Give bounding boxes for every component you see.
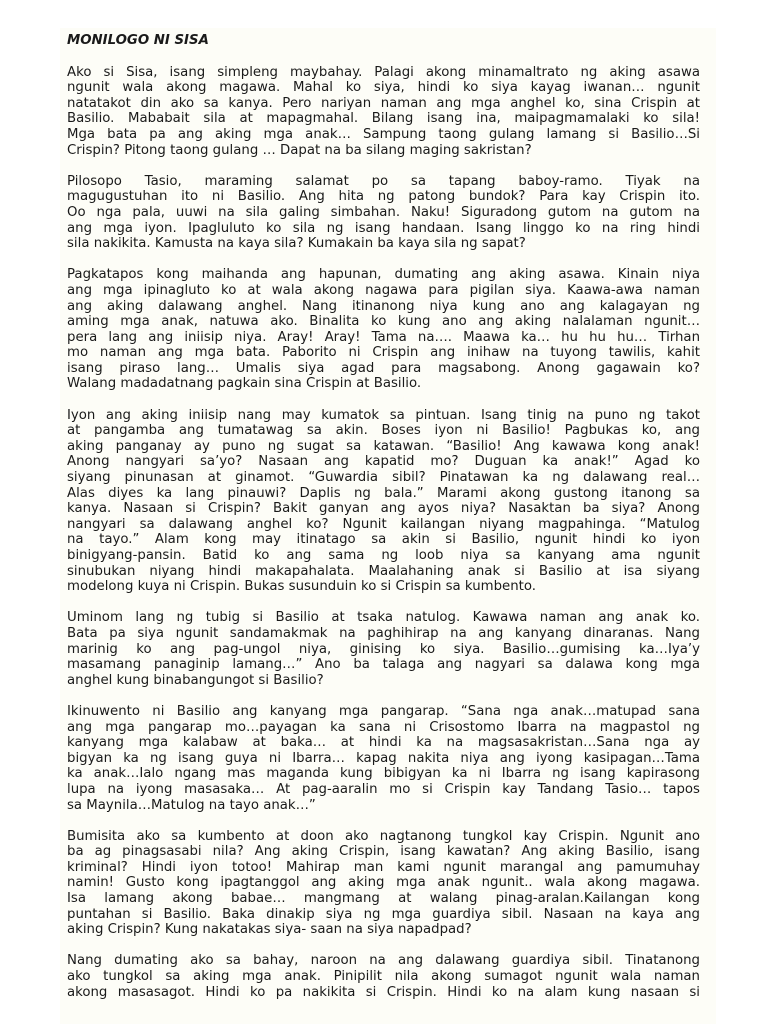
paragraph-line: ang mga pangarap mo…payagan ka sana ni Crisostomo Ibarra na magpastol ng: [67, 719, 700, 735]
document-content: [67, 33, 700, 1016]
paragraph-line: sila nakikita. Kamusta na kaya sila? Kumakain ba kaya sila ng sapat?: [67, 236, 526, 252]
paragraph-line: Isa lamang akong babae… mangmang at walang pinag-aralan.Kailangan kong: [67, 891, 700, 907]
paragraph: [67, 408, 700, 595]
paragraph-line: bigyan ka ng isang guya ni Ibarra… kapag nakita niya ang iyong kasipagan…Tama: [67, 750, 700, 766]
paragraph-line: ako tungkol sa aking mga anak. Pinipilit nila akong sumagot ngunit wala naman: [67, 969, 700, 985]
paragraph: [67, 704, 700, 813]
paragraph-line: ang mga ipinagluto ko at wala akong nagawa para pigilan siya. Kaawa-awa naman: [67, 282, 700, 298]
paragraph-line: Alas diyes ka lang pinauwi? Daplis ng bala.” Marami akong gustong itanong sa: [67, 485, 700, 501]
paragraph-line: pera lang ang iniisip niya. Aray! Aray! Tama na…. Maawa ka… hu hu hu… Tirhan: [67, 329, 700, 345]
paragraph-line: kanyang mga kalabaw at baka… at hindi ka na magsasakristan…Sana nga ay: [67, 735, 700, 751]
paragraph-line: natatakot din ako sa kanya. Pero nariyan naman ang mga anghel ko, sina Crispin at: [67, 95, 700, 111]
paragraph-line: masamang panaginip lamang…” Ano ba talaga ang nagyari sa dalawa kong mga: [67, 657, 700, 673]
paragraph-line: aming mga anak, natuwa ako. Binalita ko kung ano ang aking nalalaman ngunit…: [67, 314, 700, 330]
paragraph-line: ka anak…Ialo ngang mas maganda kung bibigyan ka ni Ibarra ng isang kapirasong: [67, 766, 700, 782]
paragraph-line: ang aking dalawang anghel. Nang itinanong niya kung ano ang kalagayan ng: [67, 298, 700, 314]
paragraph-line: Ikinuwento ni Basilio ang kanyang mga pangarap. “Sana nga anak…matupad sana: [67, 703, 700, 719]
paragraph-line: Crispin? Pitong taong gulang … Dapat na ba silang maging sakristan?: [67, 142, 532, 158]
paragraph-line: marinig ko ang pag-ungol niya, ginising ko siya. Basilio…gumising ka…Iya’y: [67, 641, 700, 657]
document-body: [67, 65, 700, 1001]
paragraph-line: Iyon ang aking iniisip nang may kumatok sa pintuan. Isang tinig na puno ng takot: [67, 407, 700, 423]
document-title: MONILOGO NI SISA: [67, 33, 209, 48]
paragraph-line: Bumisita ako sa kumbento at doon ako nagtanong tungkol kay Crispin. Ngunit ano: [67, 828, 700, 844]
paragraph-line: Pilosopo Tasio, maraming salamat po sa tapang baboy-ramo. Tiyak na: [67, 173, 700, 189]
paragraph-line: magugustuhan ito ni Basilio. Ang hita ng patong bundok? Para kay Crispin ito.: [67, 189, 700, 205]
paragraph-line: aking panganay ay puno ng sugat sa katawan. “Basilio! Ang kawawa kong anak!: [67, 438, 700, 454]
paragraph-line: Ako si Sisa, isang simpleng maybahay. Palagi akong minamaltrato ng aking asawa: [67, 64, 700, 80]
paragraph-line: binigyang-pansin. Batid ko ang sama ng loob niya sa kanyang ama ngunit: [67, 548, 700, 563]
paragraph-line: Mga bata pa ang aking mga anak… Sampung taong gulang lamang si Basilio…Si: [67, 126, 700, 142]
paragraph: [67, 267, 700, 392]
paragraph-line: lupa na iyong masasaka… At pag-aaralin mo si Crispin kay Tandang Tasio… tapos: [67, 781, 700, 797]
paragraph-line: sinubukan niyang hindi makapahalata. Maalahaning anak si Basilio at isa siyang: [67, 563, 700, 579]
paragraph-line: puntahan si Basilio. Baka dinakip siya ng mga guardiya sibil. Nasaan na kaya ang: [67, 906, 700, 922]
paragraph-line: na tayo.” Alam kong may itinatago sa akin si Basilio, ngunit hindi ko iyon: [67, 532, 700, 548]
paragraph-line: mo naman ang mga bata. Paborito ni Crispin ang inihaw na tuyong tawilis, kahit: [67, 345, 700, 361]
paragraph-line: Uminom lang ng tubig si Basilio at tsaka natulog. Kawawa naman ang anak ko.: [67, 610, 700, 626]
paragraph-line: Oo nga pala, uuwi na sila galing simbahan. Naku! Siguradong gutom na gutom na: [67, 204, 700, 220]
paragraph-line: sa Maynila…Matulog na tayo anak…”: [67, 797, 316, 813]
paragraph-line: isang piraso lang… Umalis siya agad para magsabong. Anong gagawain ko?: [67, 360, 700, 376]
paragraph-line: siyang pinunasan at ginamot. “Guwardia sibil? Pinatawan ka ng dalawang real…: [67, 470, 700, 486]
paragraph-line: Basilio. Mababait sila at mapagmahal. Bilang isang ina, maipagmamalaki ko sila!: [67, 111, 700, 127]
paragraph-line: kriminal? Hindi iyon totoo! Mahirap man kami ngunit marangal ang pamumuhay: [67, 859, 700, 875]
paragraph-line: Walang madadatnang pagkain sina Crispin at Basilio.: [67, 376, 422, 392]
paragraph-line: at pangamba ang tumatawag sa akin. Boses iyon ni Basilio! Pagbukas ko, ang: [67, 423, 700, 439]
paragraph-line: ba ag pinagsasabi nila? Ang aking Crispin, isang kawatan? Ang aking Basilio, isang: [67, 844, 700, 860]
paragraph: [67, 65, 700, 159]
paragraph: [67, 829, 700, 938]
paragraph-line: Anong nangyari sa’yo? Nasaan ang kapatid mo? Duguan ka anak!” Agad ko: [67, 454, 700, 470]
paragraph-line: ngunit wala akong magawa. Mahal ko siya, hindi ko siya kayag iwanan… ngunit: [67, 80, 700, 96]
paragraph-line: Bata pa siya ngunit sandamakmak na paghihirap na ang kanyang dinaranas. Nang: [67, 625, 700, 641]
paragraph: [67, 610, 700, 688]
paragraph-line: modelong kuya ni Crispin. Bukas susunduin ko si Crispin sa kumbento.: [67, 579, 536, 595]
paragraph-line: akong masasagot. Hindi ko pa nakikita si Crispin. Hindi ko na alam kung nasaan si: [67, 984, 700, 1000]
paragraph-line: namin! Gusto kong ipagtanggol ang aking mga anak ngunit.. wala akong magawa.: [67, 875, 700, 891]
paragraph-line: nangyari sa dalawang anghel ko? Ngunit kailangan niyang magpahinga. “Matulog: [67, 516, 700, 532]
paragraph-line: kanya. Nasaan si Crispin? Bakit ganyan ang ayos niya? Nasaktan ba siya? Anong: [67, 501, 700, 517]
paragraph-line: ang mga iyon. Ipagluluto ko sila ng isang handaan. Isang linggo ko na ring hindi: [67, 220, 700, 236]
paragraph-line: anghel kung binabangungot si Basilio?: [67, 672, 324, 688]
paragraph-line: aking Crispin? Kung nakatakas siya- saan na siya napadpad?: [67, 922, 472, 938]
paragraph-line: Pagkatapos kong maihanda ang hapunan, dumating ang aking asawa. Kinain niya: [67, 267, 700, 283]
paragraph: [67, 953, 700, 1000]
paragraph-line: Nang dumating ako sa bahay, naroon na ang dalawang guardiya sibil. Tinatanong: [67, 953, 700, 969]
paragraph: [67, 174, 700, 252]
